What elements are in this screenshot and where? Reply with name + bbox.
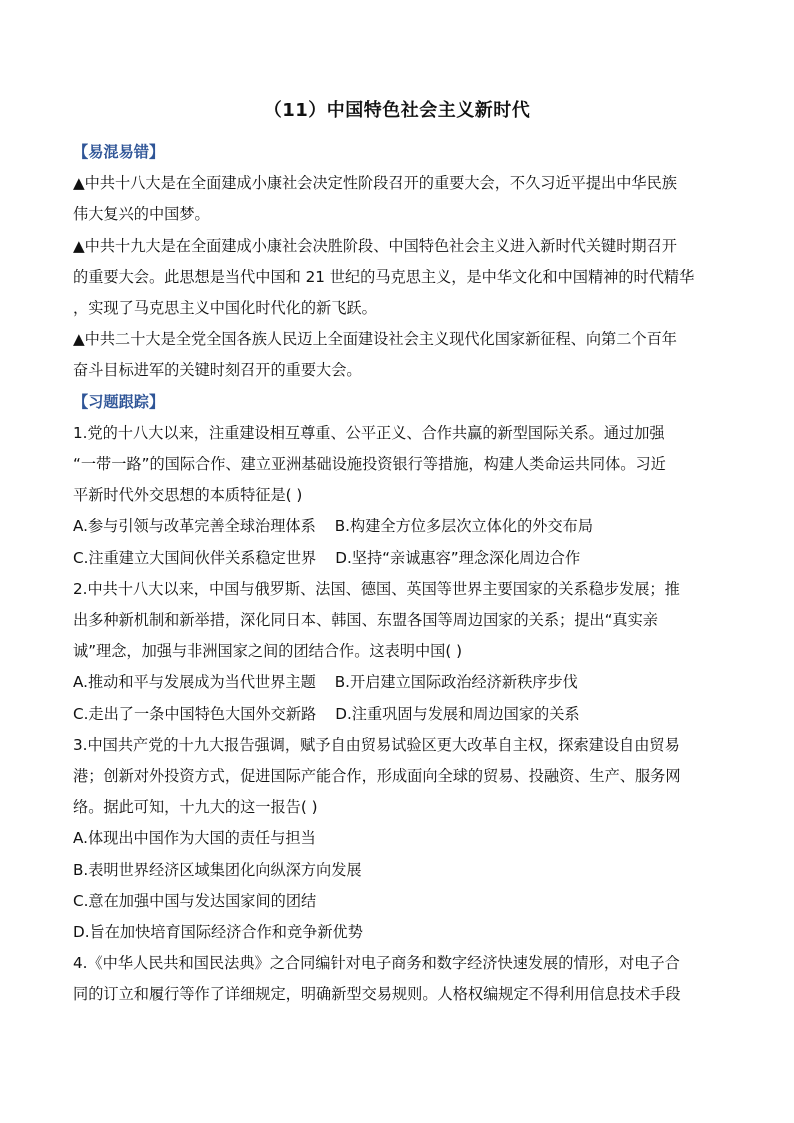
option-b: B.开启建立国际政治经济新秩序步伐 <box>334 673 578 692</box>
document-title: （11）中国特色社会主义新时代 <box>263 100 531 121</box>
option-c: C.注重建立大国间伙伴关系稳定世界 <box>73 548 317 567</box>
question-3-line: 3.中国共产党的十九大报告强调，赋予自由贸易试验区更大改革自主权，探索建设自由贸易 <box>73 735 680 754</box>
question-2-line: 2.中共十八大以来，中国与俄罗斯、法国、德国、英国等世界主要国家的关系稳步发展；推 <box>73 579 680 598</box>
question-2-line: 诚”理念，加强与非洲国家之间的团结合作。这表明中国( ) <box>73 642 463 661</box>
text-line: ，实现了马克思主义中国化时代化的新飞跃。 <box>73 299 377 318</box>
option-d: D.坚持“亲诚惠容”理念深化周边合作 <box>335 548 581 567</box>
text-line: 的重要大会。此思想是当代中国和 21 世纪的马克思主义，是中华文化和中国精神的时代精华 <box>73 267 695 286</box>
section-heading-easy-mistakes: 【易混易错】 <box>73 143 165 161</box>
option-a: A.参与引领与改革完善全球治理体系 <box>73 517 316 536</box>
section-heading-exercises: 【习题跟踪】 <box>73 392 165 411</box>
question-4-line: 4.《中华人民共和国民法典》之合同编针对电子商务和数字经济快速发展的情形，对电子合 <box>73 954 680 973</box>
question-2-line: 出多种新机制和新举措，深化同日本、韩国、东盟各国等周边国家的关系；提出“真实亲 <box>73 611 658 630</box>
option-d: D.旨在加快培育国际经济合作和竞争新优势 <box>73 923 363 942</box>
text-line: 奋斗目标进军的关键时刻召开的重要大会。 <box>73 361 362 380</box>
question-4-line: 同的订立和履行等作了详细规定，明确新型交易规则。人格权编规定不得利用信息技术手段 <box>73 985 681 1004</box>
question-2-options-row <box>73 667 723 698</box>
option-d: D.注重巩固与发展和周边国家的关系 <box>335 704 580 723</box>
question-1-line: “一带一路”的国际合作、建立亚洲基础设施投资银行等措施，构建人类命运共同体。习近 <box>73 455 666 474</box>
text-line: ▲中共二十大是全党全国各族人民迈上全面建设社会主义现代化国家新征程、向第二个百年 <box>73 330 677 349</box>
question-1-line: 1.党的十八大以来，注重建设相互尊重、公平正义、合作共赢的新型国际关系。通过加强 <box>73 423 665 442</box>
document-body <box>73 137 723 1011</box>
question-3-line: 络。据此可知，十九大的这一报告( ) <box>73 798 318 817</box>
question-2-options-row <box>73 699 723 730</box>
option-b: B.构建全方位多层次立体化的外交布局 <box>334 517 594 536</box>
question-1-options-row <box>73 511 723 542</box>
text-line: ▲中共十九大是在全面建成小康社会决胜阶段、中国特色社会主义进入新时代关键时期召开 <box>73 236 677 255</box>
question-3-line: 港；创新对外投资方式，促进国际产能合作，形成面向全球的贸易、投融资、生产、服务网 <box>73 767 681 786</box>
question-1-options-row <box>73 543 723 574</box>
option-a: A.推动和平与发展成为当代世界主题 <box>73 673 316 692</box>
option-b: B.表明世界经济区域集团化向纵深方向发展 <box>73 860 362 879</box>
text-line: ▲中共十八大是在全面建成小康社会决定性阶段召开的重要大会，不久习近平提出中华民族 <box>73 174 677 193</box>
option-c: C.走出了一条中国特色大国外交新路 <box>73 704 317 723</box>
text-line: 伟大复兴的中国梦。 <box>73 205 210 224</box>
option-a: A.体现出中国作为大国的责任与担当 <box>73 829 316 848</box>
question-1-line: 平新时代外交思想的本质特征是( ) <box>73 486 303 505</box>
option-c: C.意在加强中国与发达国家间的团结 <box>73 891 317 910</box>
